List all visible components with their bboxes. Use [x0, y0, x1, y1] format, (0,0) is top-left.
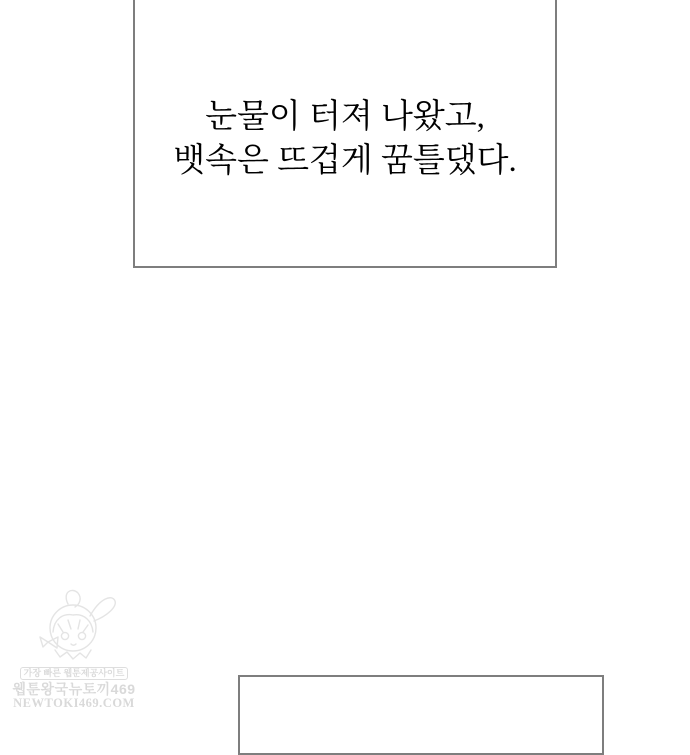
watermark-site-url: NEWTOKI469.COM [13, 696, 135, 710]
narration-line-1: 눈물이 터져 나왔고, [205, 99, 485, 135]
narration-panel-top [133, 0, 557, 268]
narration-panel-bottom [238, 675, 604, 755]
narration-text [135, 95, 555, 183]
watermark-site-name: 웹툰왕국뉴토끼469 [12, 681, 136, 697]
site-watermark [0, 588, 148, 710]
watermark-tagline-row [0, 663, 148, 681]
bunny-girl-mascot-icon [28, 588, 120, 666]
watermark-tagline: 가장 빠른 웹툰제공사이트 [20, 667, 129, 680]
narration-line-2: 뱃속은 뜨겁게 꿈틀댔다. [173, 143, 517, 179]
